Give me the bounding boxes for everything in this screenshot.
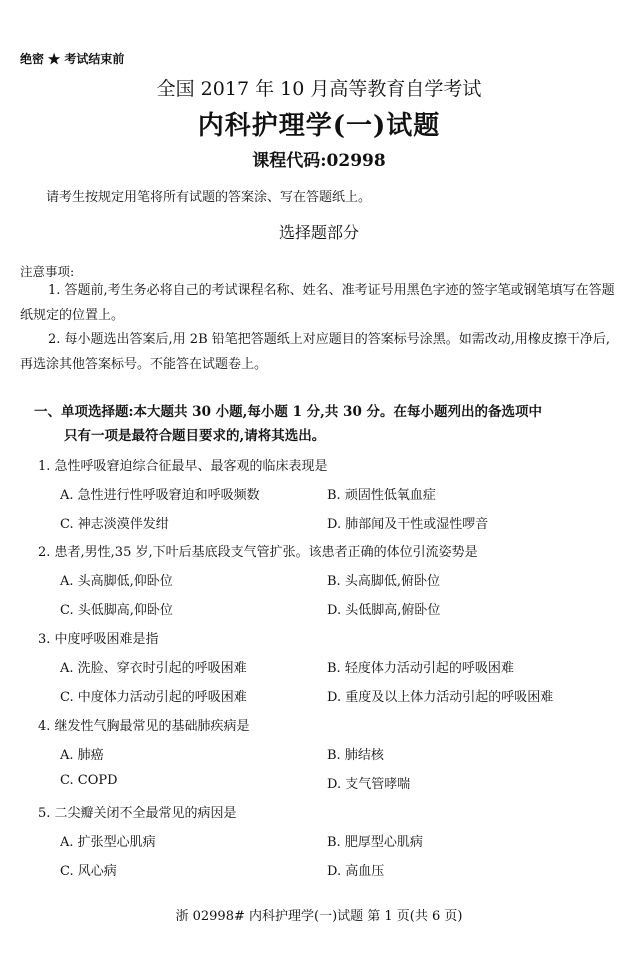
question-3-stem: 3. 中度呼吸困难是指 (38, 632, 159, 647)
question-3-option-b: B. 轻度体力活动引起的呼吸困难 (327, 661, 514, 676)
question-5-option-a: A. 扩张型心肌病 (60, 835, 156, 850)
question-2-option-c: C. 头低脚高,仰卧位 (60, 603, 173, 618)
question-4-option-b: B. 肺结核 (327, 748, 384, 763)
course-code: 课程代码:02998 (252, 151, 386, 171)
question-2-option-d: D. 头低脚高,俯卧位 (327, 603, 441, 618)
question-1-option-a: A. 急性进行性呼吸窘迫和呼吸频数 (60, 488, 260, 503)
question-1-option-d: D. 肺部闻及干性或湿性啰音 (327, 517, 489, 532)
confidential-label: 绝密 ★ 考试结束前 (20, 52, 125, 66)
exam-title: 内科护理学(一)试题 (197, 111, 441, 141)
question-2-option-b: B. 头高脚低,俯卧位 (327, 574, 440, 589)
part-one-heading-line1: 一、单项选择题:本大题共 30 小题,每小题 1 分,共 30 分。在每小题列出的备选项中 (34, 404, 543, 420)
question-1-stem: 1. 急性呼吸窘迫综合征最早、最客观的临床表现是 (38, 459, 328, 474)
question-4-stem: 4. 继发性气胸最常见的基础肺疾病是 (38, 719, 250, 734)
page-footer: 浙 02998# 内科护理学(一)试题 第 1 页(共 6 页) (175, 909, 463, 924)
question-1-option-b: B. 顽固性低氧血症 (327, 488, 436, 503)
question-3-option-c: C. 中度体力活动引起的呼吸困难 (60, 690, 247, 705)
question-2-option-a: A. 头高脚低,仰卧位 (60, 574, 173, 589)
question-1-option-c: C. 神志淡漠伴发绀 (60, 517, 169, 532)
question-3-option-a: A. 洗脸、穿衣时引起的呼吸困难 (60, 661, 247, 676)
note-item-2: 2. 每小题选出答案后,用 2B 铅笔把答题纸上对应题目的答案标号涂黑。如需改动,用橡皮擦干净后,再选涂其他答案标号。不能答在试题卷上。 (20, 332, 611, 372)
question-4-option-c: C. COPD (60, 773, 118, 788)
question-4-option-a: A. 肺癌 (60, 748, 104, 763)
notes-label: 注意事项: (20, 264, 75, 279)
section-heading: 选择题部分 (278, 223, 359, 242)
exam-name: 全国 2017 年 10 月高等教育自学考试 (156, 78, 482, 100)
question-5-option-c: C. 风心病 (60, 864, 117, 879)
note-item-1: 1. 答题前,考生务必将自己的考试课程名称、姓名、准考证号用黑色字迹的签字笔或钢笔填写在答题纸规定的位置上。 (20, 283, 615, 323)
part-one-heading (34, 400, 542, 448)
question-2-stem: 2. 患者,男性,35 岁,下叶后基底段支气管扩张。该患者正确的体位引流姿势是 (38, 545, 478, 560)
question-5-option-b: B. 肥厚型心肌病 (327, 835, 423, 850)
question-3-option-d: D. 重度及以上体力活动引起的呼吸困难 (327, 690, 554, 705)
question-4-option-d: D. 支气管哮喘 (327, 777, 411, 792)
part-one-heading-line2: 只有一项是最符合题目要求的,请将其选出。 (64, 428, 326, 444)
answer-instruction: 请考生按规定用笔将所有试题的答案涂、写在答题纸上。 (46, 190, 372, 205)
question-5-option-d: D. 高血压 (327, 864, 385, 879)
question-5-stem: 5. 二尖瓣关闭不全最常见的病因是 (38, 806, 237, 821)
